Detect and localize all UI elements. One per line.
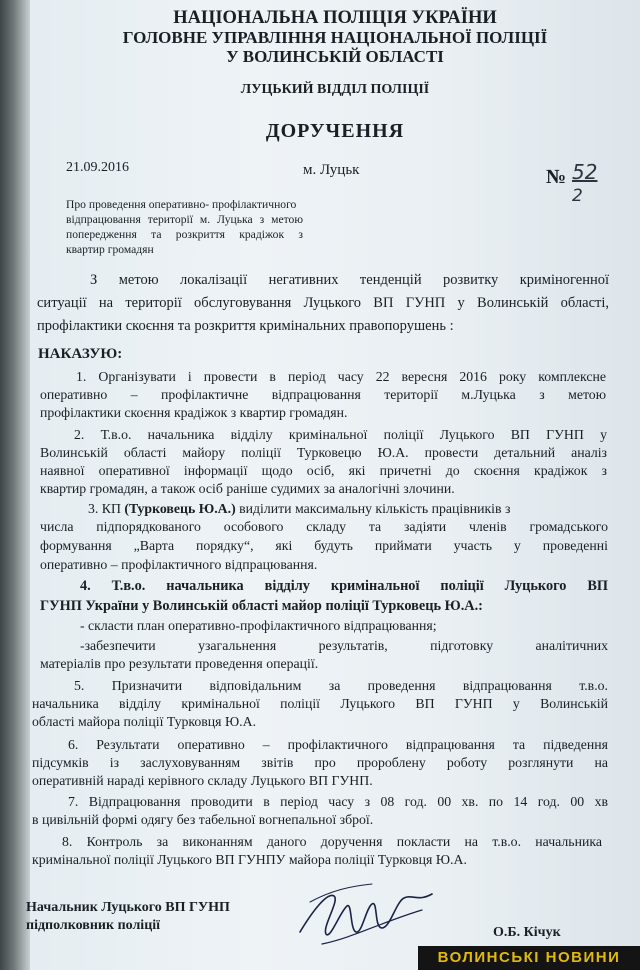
order-line: оперативній нараді керівного складу Луцького ВП ГУНП. [32,773,373,788]
order-line: 1. Організувати і провести в період часу 22 вересня 2016 року комплексне [76,369,606,384]
order-line: в цивільній формі одягу без табельної вогнепальної зброї. [32,812,374,827]
page-binding-shadow [0,0,30,970]
number-value: 52 [572,160,598,184]
order-line [88,501,510,517]
order-line: області майора поліції Турковця Ю.А. [32,714,257,729]
department-name: ЛУЦЬКИЙ ВІДДІЛ ПОЛІЦІЇ [240,82,430,97]
order-line: Волинській області майору поліції Турковецю Ю.А. провести детальний аналіз [40,445,607,460]
order-line: оперативно – профілактичного відпрацювання. [40,557,318,572]
order-line: кримінальної поліції Луцького ВП ГУНПУ майора поліції Турковця Ю.А. [32,852,467,867]
order-line: -забезпечити узагальнення результатів, підготовку аналітичних [80,638,608,653]
header-line-1: НАЦІОНАЛЬНА ПОЛІЦІЯ УКРАЇНИ [173,8,497,28]
order-line: підсумків із заслуховуванням звітів про пророблену роботу розглянути на [32,755,608,770]
signatory-name: О.Б. Кічук [493,925,561,940]
intro-line: З метою локалізації негативних тенденцій розвитку криміногенної [90,272,609,288]
order-line: числа підпорядкованого особового складу та задіяти членів громадського [40,519,608,534]
order-line: 7. Відпрацювання проводити в період часу з 08 год. 00 хв. по 14 год. 00 хв [68,794,608,809]
intro-line: профілактики скоєння та розкриття кримінальних правопорушень : [37,318,454,334]
intro-line: ситуації на території обслуговування Луцького ВП ГУНП у Волинській області, [37,295,609,311]
order-line: 5. Призначити відповідальним за проведення відпрацювання т.в.о. [74,678,608,693]
order-line: 6. Результати оперативно – профілактичного відпрацювання та підведення [68,737,608,752]
order-line: 4. Т.в.о. начальника відділу кримінальної поліції Луцького ВП [80,578,608,594]
subject-line: квартир громадян [66,243,154,256]
order-line: - скласти план оперативно-профілактичного відпрацювання; [80,618,437,633]
order-line: квартир громадян, а також осіб раніше судимих за аналогічні злочини. [40,481,455,496]
person-name: (Турковець Ю.А.) [124,501,236,516]
news-watermark-logo: ВОЛИНСЬКІ НОВИНИ [418,946,640,970]
number-label: № [546,166,567,188]
order-line: наявної оперативної інформації щодо осіб, які причетні до скоєння крадіжок з [40,463,607,478]
item-text: виділити максимальну кількість працівників з [235,501,511,516]
header-line-3: У ВОЛИНСЬКІЙ ОБЛАСТІ [226,47,444,66]
order-line: матеріалів про результати проведення операції. [40,656,319,671]
document-place: м. Луцьк [303,162,360,178]
order-line: 8. Контроль за виконанням даного доручення покласти на т.в.о. начальника [62,834,602,849]
order-line: ГУНП України у Волинській області майор поліції Турковець Ю.А.: [40,598,483,614]
document-date: 21.09.2016 [66,160,129,175]
subject-line: попередження та розкриття крадіжок з [66,228,303,241]
item-number: 3. КП [88,501,125,516]
order-line: формування „Варта порядку“, які будуть приймати участь у проведенні [40,538,608,553]
subject-line: відпрацювання території м. Луцька з метою [66,213,303,226]
document-title: ДОРУЧЕННЯ [265,120,405,142]
order-line: начальника відділу кримінальної поліції Луцького ВП ГУНП у Волинській [32,696,608,711]
number-sub: 2 [572,186,583,206]
order-line: профілактики скоєння крадіжок з квартир громадян. [40,405,348,420]
signatory-rank: підполковник поліції [26,918,161,933]
header-line-2: ГОЛОВНЕ УПРАВЛІННЯ НАЦІОНАЛЬНОЇ ПОЛІЦІЇ [122,28,548,47]
order-line: оперативно – профілактичне відпрацювання території м.Луцька з метою [40,387,606,402]
handwritten-signature [292,872,442,952]
signatory-position: Начальник Луцького ВП ГУНП [26,900,230,915]
order-line: 2. Т.в.о. начальника відділу кримінальної поліції Луцького ВП ГУНП у [74,427,607,442]
order-heading: НАКАЗУЮ: [38,346,123,362]
subject-line: Про проведення оперативно- профілактичного [66,198,297,211]
